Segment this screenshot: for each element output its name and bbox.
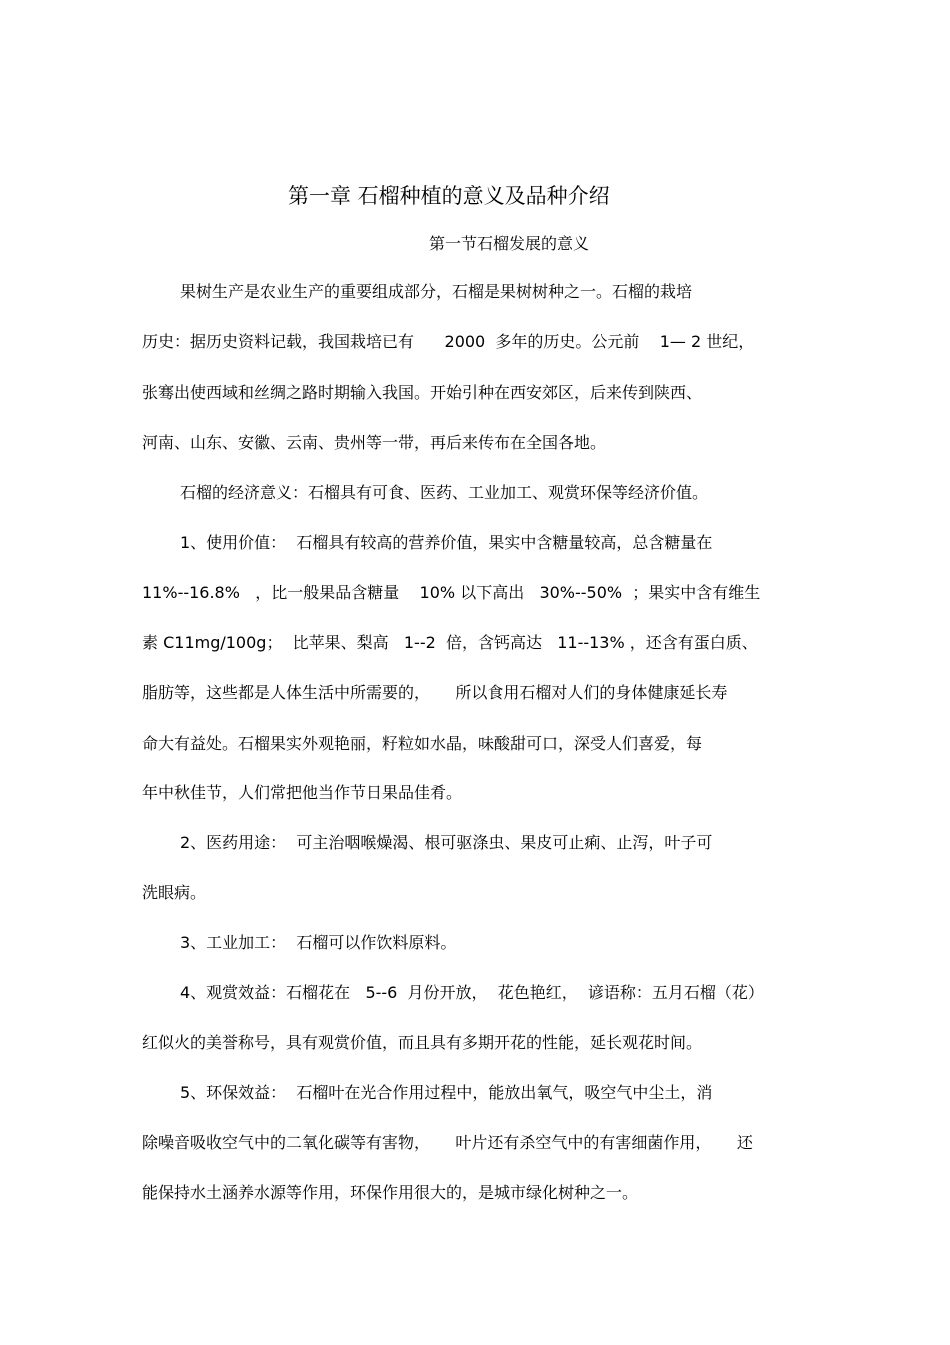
paragraph-line: 脂肪等，这些都是人体生活中所需要的， 所以食用石榴对人们的身体健康延长寿 (142, 683, 728, 702)
paragraph-line: 张骞出使西域和丝绸之路时期输入我国。开始引种在西安郊区，后来传到陕西、 (142, 383, 703, 402)
paragraph-line: 河南、山东、安徽、云南、贵州等一带，再后来传布在全国各地。 (142, 433, 607, 452)
paragraph-line: 3、工业加工： 石榴可以作饮料原料。 (180, 933, 457, 952)
paragraph-line: 素 C11mg/100g； 比苹果、梨高 1--2 倍，含钙高达 11--13% ，还含有蛋白质、 (142, 633, 758, 652)
paragraph-line: 4、观赏效益：石榴花在 5--6 月份开放， 花色艳红， 谚语称：五月石榴（花） (180, 983, 764, 1002)
paragraph-line: 除噪音吸收空气中的二氧化碳等有害物， 叶片还有杀空气中的有害细菌作用， 还 (142, 1133, 753, 1152)
paragraph-line: 命大有益处。石榴果实外观艳丽，籽粒如水晶，味酸甜可口，深受人们喜爱，每 (142, 734, 703, 753)
chapter-title: 第一章 石榴种植的意义及品种介绍 (288, 184, 610, 208)
paragraph-line: 年中秋佳节，人们常把他当作节日果品佳肴。 (142, 783, 463, 802)
paragraph-line: 洗眼病。 (142, 883, 207, 902)
paragraph-line: 1、使用价值： 石榴具有较高的营养价值，果实中含糖量较高，总含糖量在 (180, 533, 713, 552)
paragraph-line: 5、环保效益： 石榴叶在光合作用过程中，能放出氧气，吸空气中尘土，消 (180, 1083, 713, 1102)
paragraph-line: 历史：据历史资料记载，我国栽培已有 2000 多年的历史。公元前 1— 2 世纪， (142, 332, 755, 351)
paragraph-line: 能保持水土涵养水源等作用，环保作用很大的，是城市绿化树种之一。 (142, 1183, 639, 1202)
paragraph-line: 果树生产是农业生产的重要组成部分，石榴是果树树种之一。石榴的栽培 (180, 282, 693, 301)
paragraph-line: 石榴的经济意义：石榴具有可食、医药、工业加工、观赏环保等经济价值。 (180, 483, 709, 502)
paragraph-line: 2、医药用途： 可主治咽喉燥渴、根可驱涤虫、果皮可止痢、止泻，叶子可 (180, 833, 713, 852)
section-title: 第一节石榴发展的意义 (429, 234, 590, 253)
paragraph-line: 红似火的美誉称号，具有观赏价值，而且具有多期开花的性能，延长观花时间。 (142, 1033, 703, 1052)
paragraph-line: 11%--16.8% ，比一般果品含糖量 10% 以下高出 30%--50% ；果实中含有维生 (142, 583, 761, 602)
